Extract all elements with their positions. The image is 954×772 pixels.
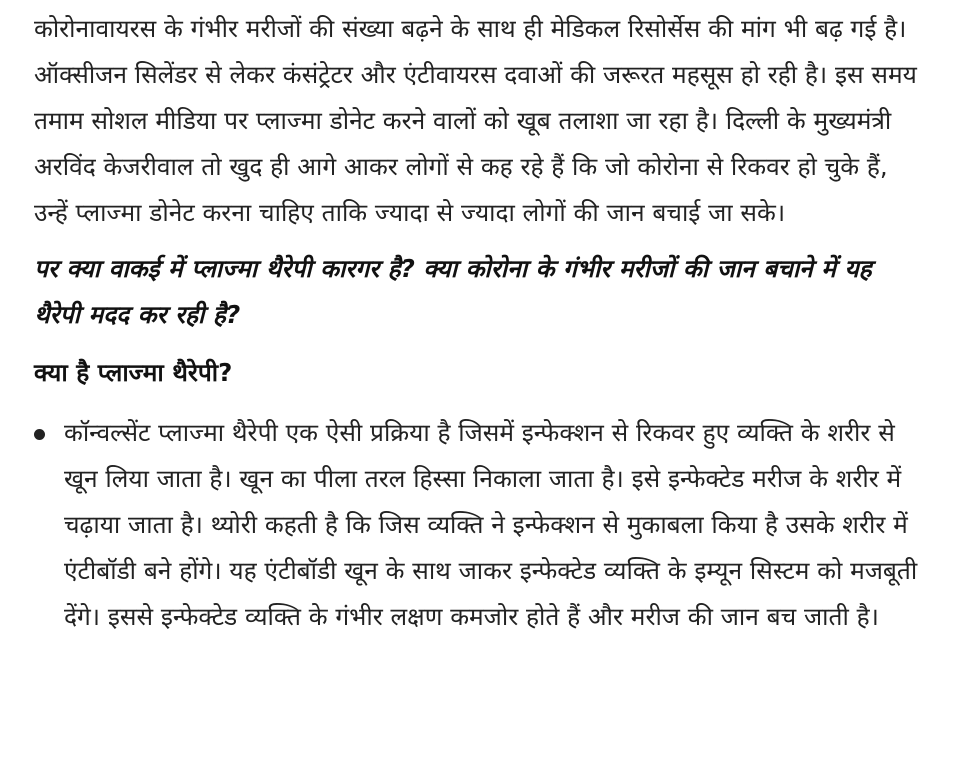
section-heading: क्या है प्लाज्मा थैरेपी? bbox=[34, 358, 233, 387]
list-item bbox=[34, 410, 922, 640]
bullet-list bbox=[34, 410, 922, 640]
list-item-text: कॉन्वल्सेंट प्लाज्मा थैरेपी एक ऐसी प्रक्रिया है जिसमें इन्फेक्शन से रिकवर हुए व्यक्ति के शरीर से खून लिया जाता है। खून का पीला तरल हिस्सा निकाला जाता है। इसे इन्फेक्टेड मरीज के शरीर में चढ़ाया जाता है। थ्योरी कहती है कि जिस व्यक्ति ने इन्फेक्शन से मुकाबला किया है उसके शरीर में एंटीबॉडी बने होंगे। यह एंटीबॉडी खून के साथ जाकर इन्फेक्टेड व्यक्ति के इम्यून सिस्टम को मजबूती देंगे। इससे इन्फेक्टेड व्यक्ति के गंभीर लक्षण कमजोर होते हैं और मरीज की जान बच जाती है। bbox=[64, 418, 918, 631]
article-body bbox=[34, 6, 922, 640]
bullet-dot-icon bbox=[34, 429, 45, 440]
question-paragraph: पर क्या वाकई में प्लाज्मा थैरेपी कारगर है? क्या कोरोना के गंभीर मरीजों की जान बचाने में यह थैरेपी मदद कर रही है? bbox=[34, 254, 872, 329]
intro-paragraph: कोरोनावायरस के गंभीर मरीजों की संख्या बढ़ने के साथ ही मेडिकल रिसोर्सेस की मांग भी बढ़ गई है। ऑक्सीजन सिलेंडर से लेकर कंसंट्रेटर और एंटीवायरस दवाओं की जरूरत महसूस हो रही है। इस समय तमाम सोशल मीडिया पर प्लाज्मा डोनेट करने वालों को खूब तलाशा जा रहा है। दिल्ली के मुख्यमंत्री अरविंद केजरीवाल तो खुद ही आगे आकर लोगों से कह रहे हैं कि जो कोरोना से रिकवर हो चुके हैं, उन्हें प्लाज्मा डोनेट करना चाहिए ताकि ज्यादा से ज्यादा लोगों की जान बचाई जा सके। bbox=[34, 14, 917, 227]
